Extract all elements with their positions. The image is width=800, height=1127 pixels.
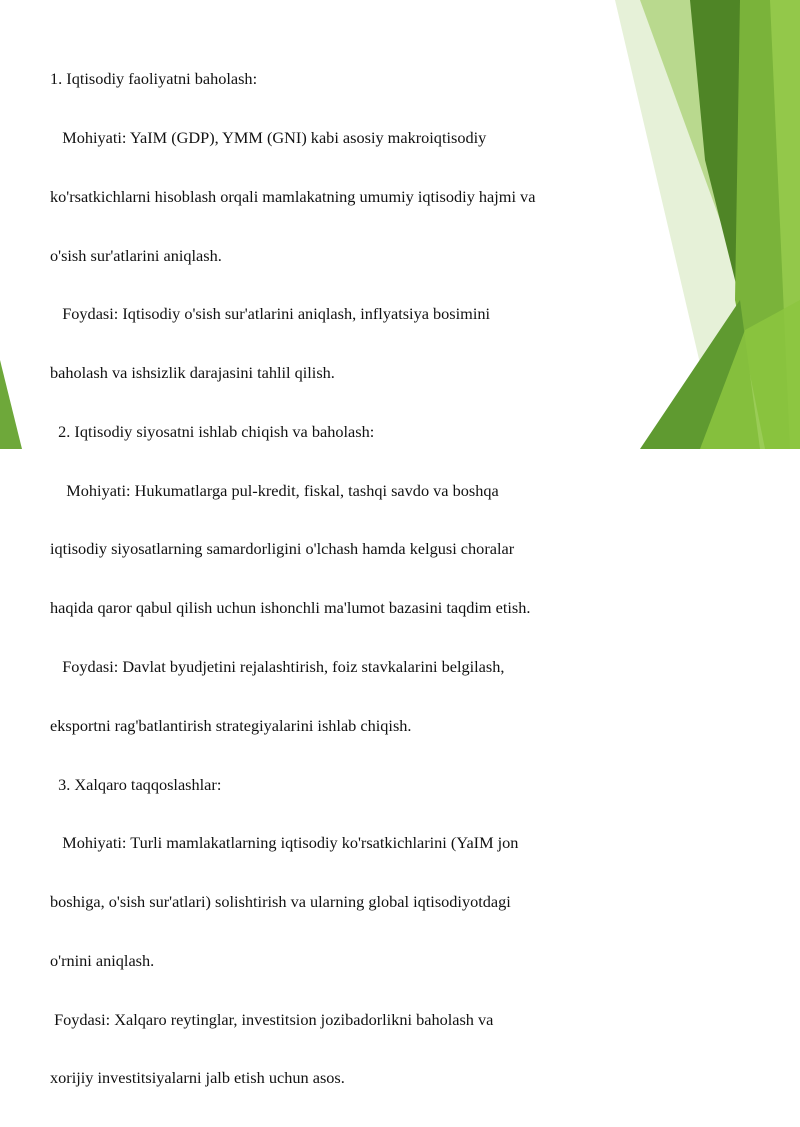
section-1-benefit-line-2: baholash va ishsizlik darajasini tahlil qilish. — [50, 363, 335, 383]
section-3-essence-line-1: Mohiyati: Turli mamlakatlarning iqtisodiy ko'rsatkichlarini (YaIM jon — [50, 833, 519, 853]
section-3-benefit-line-2: xorijiy investitsiyalarni jalb etish uchun asos. — [50, 1068, 345, 1088]
section-1-essence-line-3: o'sish sur'atlarini aniqlash. — [50, 245, 222, 265]
section-2-essence-line-3: haqida qaror qabul qilish uchun ishonchli ma'lumot bazasini taqdim etish. — [50, 598, 531, 618]
section-1-essence-line-1: Mohiyati: YaIM (GDP), YMM (GNI) kabi asosiy makroiqtisodiy — [50, 127, 487, 147]
section-3-essence-line-2: boshiga, o'sish sur'atlari) solishtirish va ularning global iqtisodiyotdagi — [50, 892, 511, 912]
section-1-heading: 1. Iqtisodiy faoliyatni baholash: — [50, 69, 258, 89]
section-2-benefit-line-2: eksportni rag'batlantirish strategiyalarini ishlab chiqish. — [50, 715, 412, 735]
section-2-benefit-line-1: Foydasi: Davlat byudjetini rejalashtirish, foiz stavkalarini belgilash, — [50, 657, 505, 676]
section-3-benefit-line-1: Foydasi: Xalqaro reytinglar, investitsion jozibadorlikni baholash va — [50, 1009, 494, 1029]
section-1-essence-line-2: ko'rsatkichlarni hisoblash orqali mamlakatning umumiy iqtisodiy hajmi va — [50, 186, 536, 206]
section-2-heading: 2. Iqtisodiy siyosatni ishlab chiqish va baholash: — [50, 421, 375, 441]
section-1-benefit-line-1: Foydasi: Iqtisodiy o'sish sur'atlarini aniqlash, inflyatsiya bosimini — [50, 304, 491, 324]
section-2-essence-line-2: iqtisodiy siyosatlarning samardorligini o'lchash hamda kelgusi choralar — [50, 539, 515, 559]
decor-bottom-left-shard — [0, 360, 22, 449]
section-3-essence-line-3: o'rnini aniqlash. — [50, 950, 155, 970]
section-2-essence-line-1: Mohiyati: Hukumatlarga pul-kredit, fiskal, tashqi savdo va boshqa — [50, 480, 499, 500]
section-3-heading: 3. Xalqaro taqqoslashlar: — [50, 774, 222, 794]
slide-body-text — [50, 30, 610, 1127]
